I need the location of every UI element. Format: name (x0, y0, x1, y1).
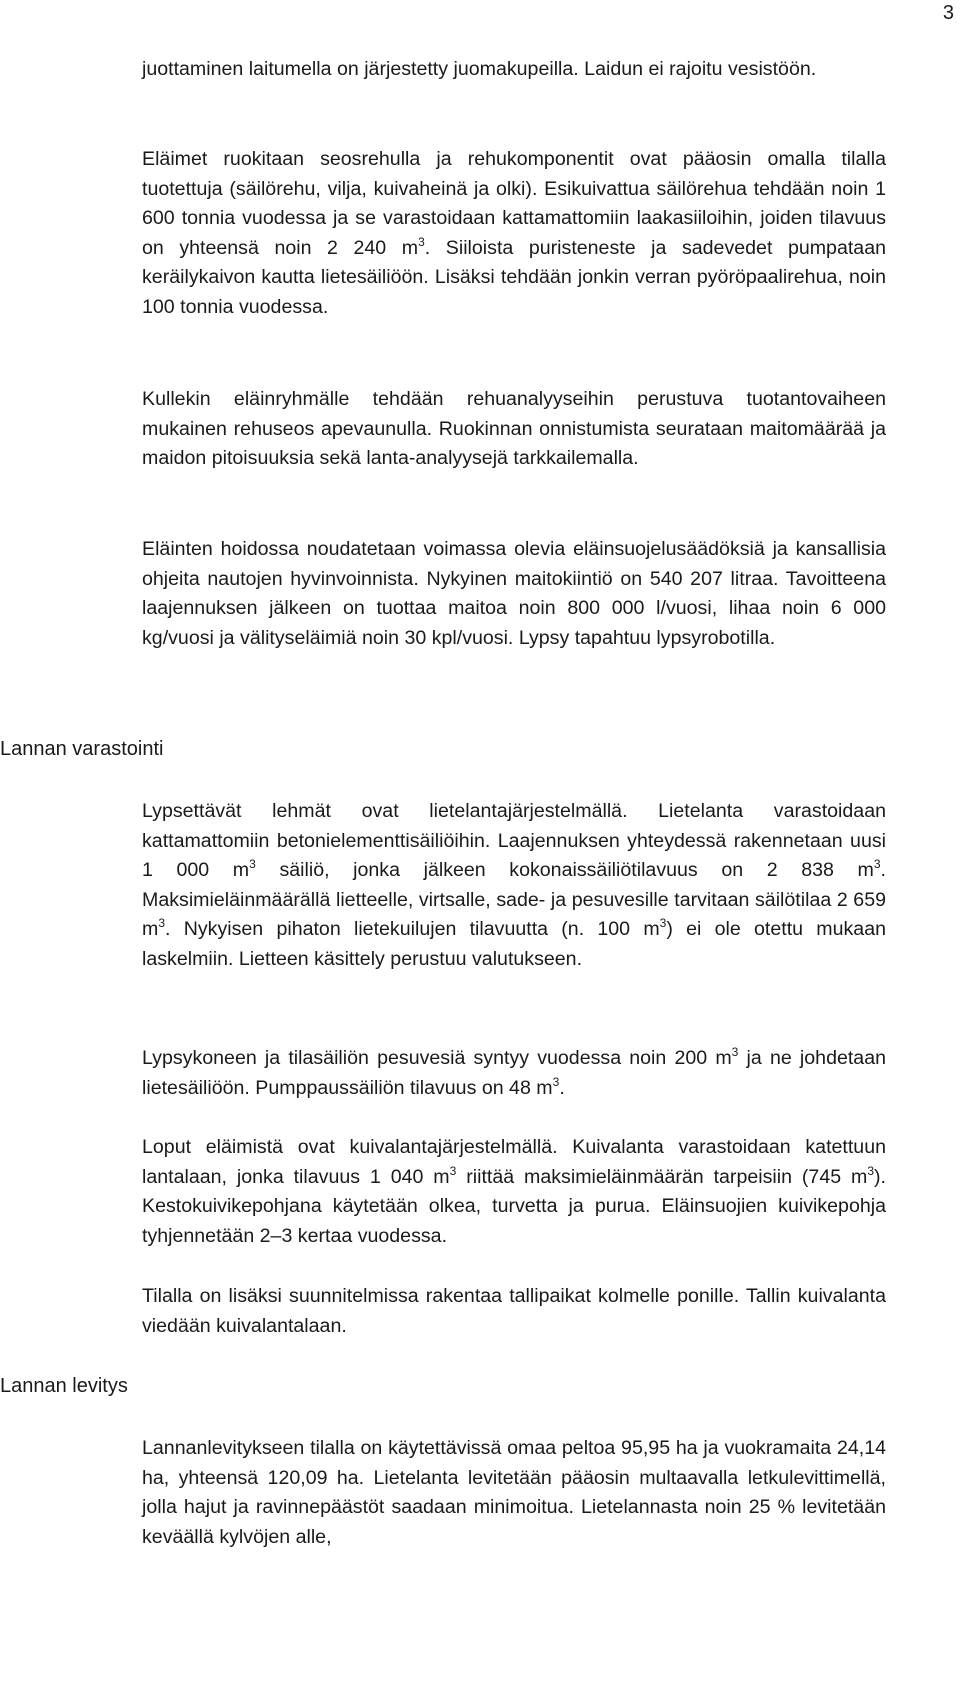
paragraph-dry-manure (142, 1133, 886, 1251)
paragraph-text: Eläimet ruokitaan seosrehulla ja rehukomponentit ovat pääosin omalla tilalla tuotettuja (säilörehu, vilja, kuivaheinä ja olki). Esikuivattua säilörehua tehdään noin 1 600 tonnia vuodessa ja se varastoidaan kattamattomiin laakasiiloihin, joiden tilavuus on yhteensä noin 2 240 m (142, 148, 886, 259)
paragraph-text: säiliö, jonka jälkeen kokonaissäiliötilavuus on 2 838 m (255, 859, 874, 881)
paragraph-text: . Nykyisen pihaton lietekuilujen tilavuutta (n. 100 m (165, 918, 660, 940)
paragraph-text: . Siiloista puristeneste ja sadevedet pumpataan keräilykaivon kautta lietesäiliöön. Lisäksi tehdään jonkin verran pyöröpaalirehua, noin 100 tonnia vuodessa. (142, 236, 886, 318)
paragraph-slurry-storage (142, 797, 886, 974)
superscript: 3 (867, 1163, 875, 1178)
paragraph-text: Lypsykoneen ja tilasäiliön pesuvesiä syntyy vuodessa noin 200 m (142, 1047, 732, 1069)
superscript: 3 (659, 916, 667, 930)
paragraph-text: Kullekin eläinryhmälle tehdään rehuanalyyseihin perustuva tuotantovaiheen mukainen rehuseos apevaunulla. Ruokinnan onnistumista seurataan maitomäärää ja maidon pitoisuuksia sekä lanta-analyysejä tarkkailemalla. (142, 388, 886, 469)
paragraph-text: Tilalla on lisäksi suunnitelmissa rakentaa tallipaikat kolmelle ponille. Tallin kuivalanta viedään kuivalantalaan. (142, 1285, 886, 1337)
paragraph-text: Lypsettävät lehmät ovat lietelantajärjestelmällä. Lietelanta varastoidaan kattamattomiin betonielementtisäiliöihin. Laajennuksen yhteydessä rakennetaan uusi 1 000 m (142, 800, 886, 881)
paragraph-pony-stable (142, 1282, 886, 1341)
superscript: 3 (873, 857, 881, 871)
paragraph-spreading-fields (142, 1434, 886, 1552)
superscript: 3 (552, 1074, 560, 1089)
paragraph-text: . (559, 1076, 565, 1099)
paragraph-text: Lannanlevitykseen tilalla on käytettävissä omaa peltoa 95,95 ha ja vuokramaita 24,14 ha, yhteensä 120,09 ha. Lietelanta levitetään pääosin multaavalla letkulevittimellä, jolla hajut ja ravinnepäästöt saadaan minimoitua. Lietelannasta noin 25 % levitetään keväällä kylvöjen alle, (142, 1437, 886, 1548)
paragraph-text: riittää maksimieläinmäärän tarpeisiin (745 m (456, 1165, 868, 1188)
paragraph-wash-water (142, 1044, 886, 1103)
paragraph-text: ) ei ole otettu mukaan laskelmiin. Lietteen käsittely perustuu valutukseen. (142, 918, 886, 970)
paragraph-text: juottaminen laitumella on järjestetty juomakupeilla. Laidun ei rajoitu vesistöön. (142, 58, 817, 80)
superscript: 3 (731, 1045, 739, 1059)
paragraph-pasture-watering (142, 55, 886, 85)
heading-manure-storage: Lannan varastointi (0, 738, 164, 760)
paragraph-feed-analysis (142, 385, 886, 474)
paragraph-text: Eläinten hoidossa noudatetaan voimassa olevia eläinsuojelusäädöksiä ja kansallisia ohjeita nautojen hyvinvoinnista. Nykyinen maitokiintiö on 540 207 litraa. Tavoitteena laajennuksen jälkeen on tuottaa maitoa noin 800 000 l/vuosi, lihaa noin 6 000 kg/vuosi ja välityseläimiä noin 30 kpl/vuosi. Lypsy tapahtuu lypsyrobotilla. (142, 538, 886, 649)
page-number: 3 (942, 2, 954, 24)
superscript: 3 (158, 916, 166, 930)
paragraph-text: . Maksimieläinmäärällä lietteelle, virtsalle, sade- ja pesuvesille tarvitaan säilötilaa 2 659 m (142, 859, 886, 940)
paragraph-feeding (142, 145, 886, 322)
paragraph-text: Loput eläimistä ovat kuivalantajärjestelmällä. Kuivalanta varastoidaan katettuun lantalaan, jonka tilavuus 1 040 m (142, 1136, 886, 1188)
paragraph-text: ja ne johdetaan lietesäiliöön. Pumppaussäiliön tilavuus on 48 m (142, 1047, 887, 1099)
superscript: 3 (418, 234, 425, 249)
paragraph-animal-welfare (142, 535, 886, 653)
heading-manure-spreading: Lannan levitys (0, 1375, 128, 1397)
superscript: 3 (449, 1163, 457, 1178)
paragraph-text: ). Kestokuivikepohjana käytetään olkea, turvetta ja purua. Eläinsuojien kuivikepohja tyhjennetään 2–3 kertaa vuodessa. (142, 1165, 886, 1247)
superscript: 3 (249, 857, 256, 871)
